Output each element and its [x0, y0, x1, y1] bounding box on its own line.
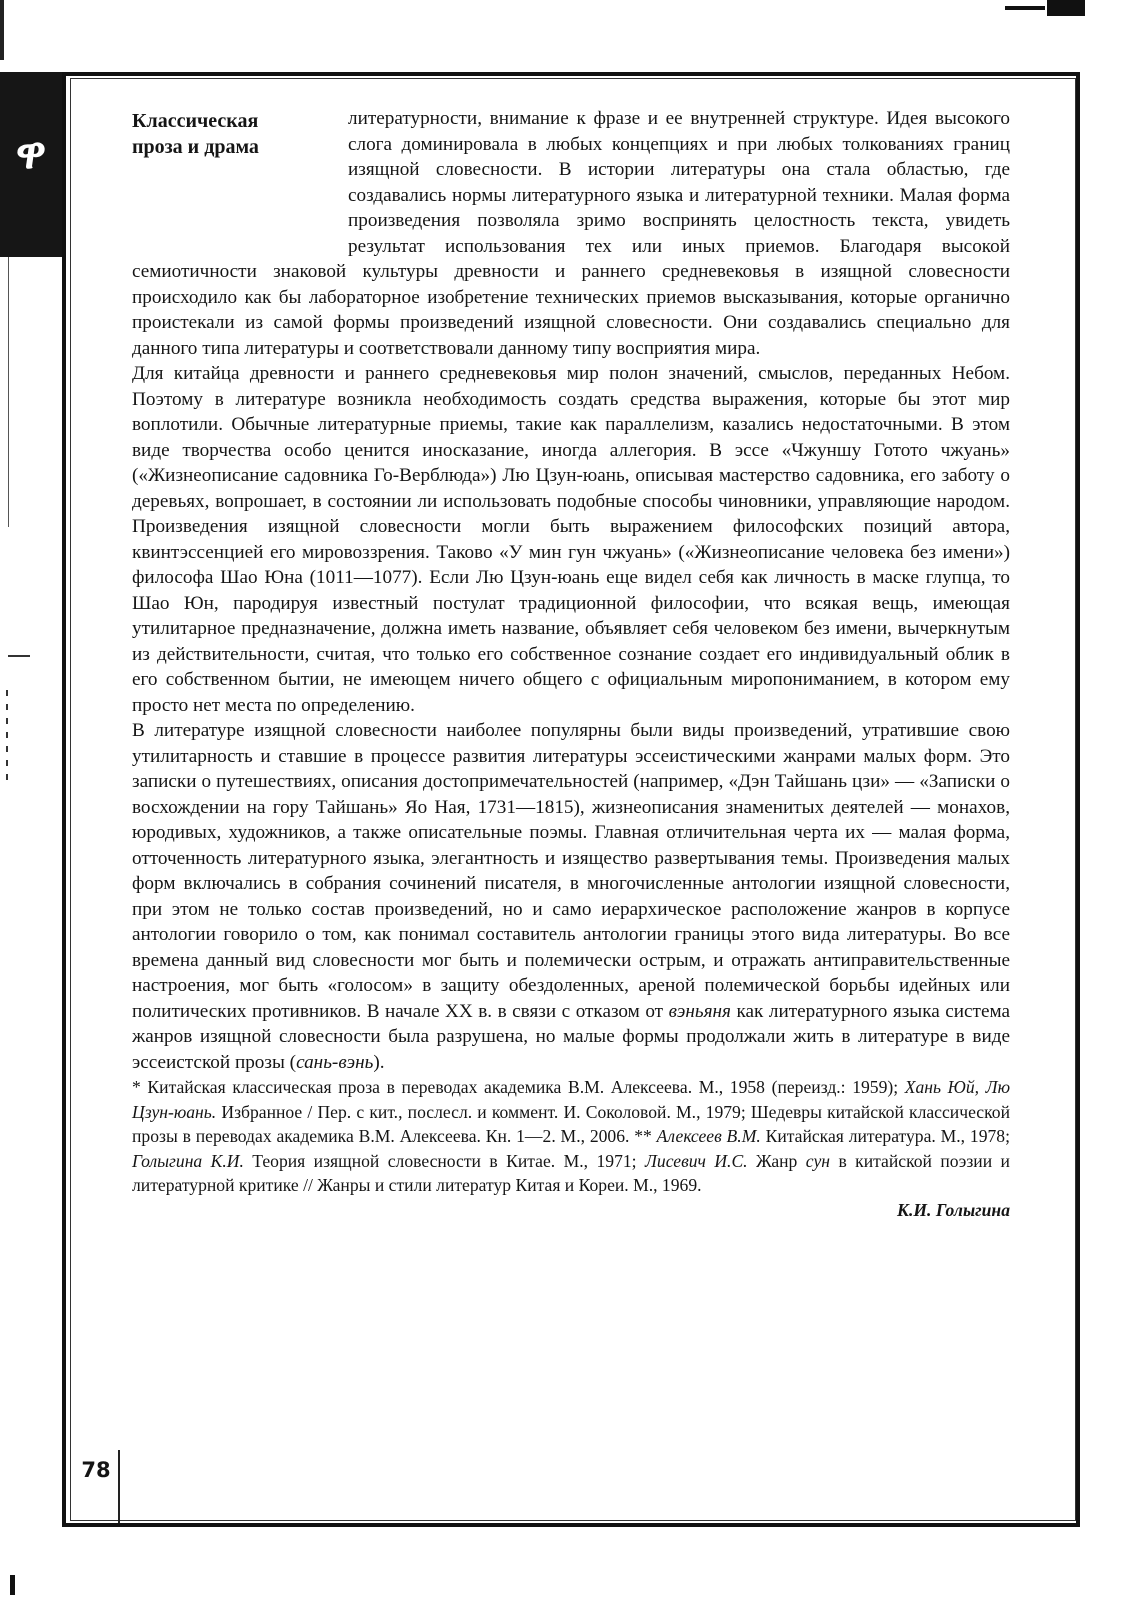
ref-author-1: Хань Юй, Лю Цзун-юань. — [132, 1077, 1010, 1122]
margin-dash — [6, 690, 8, 780]
ref-text-6: в китайской поэзии и литературной критике // Жанры и стили литератур Китая и Кореи. М., 1969. — [132, 1150, 1010, 1195]
corner-mark-line — [1005, 6, 1045, 10]
paragraph-3-mid: как литературного языка система жанров изящной словесности была разрушена, но малые формы продолжали жить в литературе в виде эссеистской прозы ( — [132, 1000, 1010, 1073]
section-glyph-icon: ዋ — [15, 128, 47, 179]
paragraph-3-text: В литературе изящной словесности наиболее популярны были виды произведений, утратившие свою утилитарность и ставшие в процессе развития литературы эссеистическими жанрами малых форм. Это записки о путешествиях, описания достопримечательностей (например, «Дэн Тайшань цзи» — «Записки о восхождении на гору Тайшань» Яо Ная, 1731—1815), жизнеописания знаменитых деятелей — монахов, юродивых, художников, а также описательные поэмы. Главная отличительная черта их — малая форма, отточенность литературного языка, элегантность и изящество развертывания темы. Произведения малых форм включались в собрания сочинений писателя, в многочисленные антологии изящной словесности, при этом не только состав произведений, но и само иерархическое расположение жанров в корпусе антологии говорило о том, как понимал составитель антологии границы этого вида литературы. Во все времена данный вид словесности мог быть и полемически острым, и отражать антиправительственные настроения, мог быть «голосом» в защиту обездоленных, ареной полемической борьбы идейных или политических противников. В начале XX в. в связи с отказом от — [132, 720, 1010, 1022]
article-body — [132, 106, 1010, 1223]
term-wenyan: вэньяня — [668, 1000, 731, 1022]
heading-spacer — [132, 106, 348, 259]
ref-term-sun: сун — [805, 1150, 831, 1171]
paragraph-3-end: ). — [373, 1051, 385, 1073]
references — [132, 1075, 1010, 1198]
paragraph-3 — [132, 718, 1010, 1075]
ref-author-2: Алексеев В.М. — [656, 1126, 761, 1146]
page-number: 78 — [81, 1458, 111, 1482]
ref-author-4: Лисевич И.С. — [644, 1150, 748, 1171]
margin-tick — [8, 655, 30, 657]
page-number-divider — [118, 1450, 120, 1523]
paragraph-1: литературности, внимание к фразе и ее внутренней структуре. Идея высокого слога доминировала в любых концепциях и при любых толкованиях границ изящной словесности. В истории литературы она стала областью, где создавались нормы литературного языка и литературной техники. Малая форма произведения позволяла зримо воспринять целостность текста, увидеть результат использования тех или иных приемов. Благодаря высокой семиотичности знаковой культуры древности и раннего средневековья в изящной словесности происходило как бы лабораторное изобретение технических приемов высказывания, которые органично проистекали из самой формы произведений изящной словесности. Они создавались специально для данного типа литературы и соответствовали данному типу восприятия мира. — [132, 108, 1010, 359]
ref-text-4: Теория изящной словесности в Китае. М., 1971; — [243, 1150, 645, 1171]
heading-line-2: проза и драма — [132, 136, 259, 158]
paragraph-2: Для китайца древности и раннего средневековья мир полон значений, смыслов, переданных Небом. Поэтому в литературе возникла необходимость создать средства выражения, которые бы этот мир воплотили. Обычные литературные приемы, такие как параллелизм, казались недостаточными. В этом виде творчества особо ценится иносказание, иногда аллегория. В эссе «Чжуншу Готото чжуань» («Жизнеописание садовника Го-Верблюда») Лю Цзун-юань, описывая мастерство садовника, его заботу о деревьях, вопрошает, в состоянии ли использовать подобные способы чиновники, управляющие народом. Произведения изящной словесности могли быть выражением философских позиций автора, квинтэссенцией его мировоззрения. Таково «У мин гун чжуань» («Жизнеописание человека без имени») философа Шао Юна (1011—1077). Если Лю Цзун-юань еще видел себя как личность в маске глупца, то Шао Юн, пародируя известный постулат традиционной философии, что всякая вещь, имеющая утилитарное предназначение, должна иметь название, объявляет себя человеком без имени, вычеркнутым из действительности, считая, что только его собственное сознание создает его индивидуальный облик в его собственном бытии, не имеющем ничего общего с официальным миропониманием, в котором ему просто нет места по определению. — [132, 363, 1010, 716]
ref-text-2: Избранное / Пер. с кит., послесл. и коммент. И. Соколовой. М., 1979; Шедевры китайской классической прозы в переводах академика В.М. Алексеева. Кн. 1—2. М., 2006. ** — [132, 1101, 1010, 1146]
bottom-mark — [10, 1575, 15, 1595]
corner-mark — [1047, 0, 1085, 16]
margin-rule — [0, 0, 4, 60]
author-signature: К.И. Голыгина — [897, 1199, 1010, 1220]
ref-text-1: * Китайская классическая проза в переводах академика В.М. Алексеева. М., 1958 (переизд.: 1959); — [132, 1077, 905, 1097]
ref-text-5: Жанр — [747, 1150, 806, 1171]
ref-text-3: Китайская литература. М., 1978; — [760, 1126, 1010, 1146]
term-sanwen: сань-вэнь — [296, 1051, 374, 1073]
heading-line-1: Классическая — [132, 110, 259, 132]
section-tab — [0, 72, 62, 257]
margin-guide — [8, 257, 9, 527]
ref-author-3: Голыгина К.И. — [132, 1150, 244, 1171]
